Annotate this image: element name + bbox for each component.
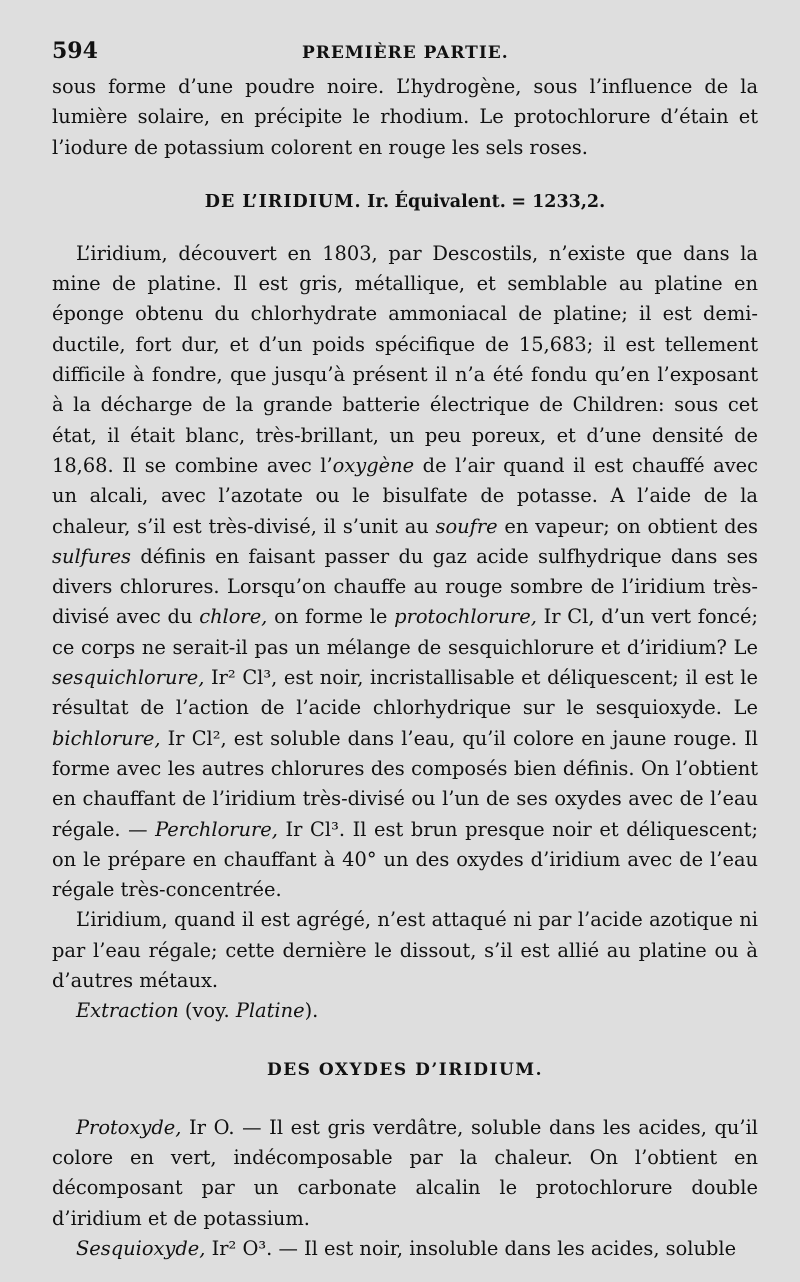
section-heading-oxydes: DES OXYDES D’IRIDIUM. <box>266 1059 544 1080</box>
term-protoxyde: Protoxyde, <box>76 1115 182 1139</box>
term-sulfures: sulfures <box>52 544 132 568</box>
equivalent-label: Équivalent. <box>394 191 506 212</box>
term-oxygene: oxygène <box>332 453 415 477</box>
term-sesquioxyde: Sesquioxyde, <box>76 1236 206 1260</box>
running-title: PREMIÈRE PARTIE. <box>302 43 509 63</box>
section-title: DE L’IRIDIUM. <box>204 191 362 212</box>
term-bichlorure: bichlorure, <box>52 726 161 750</box>
iridium-paragraph-1: L’iridium, découvert en 1803, par Descostils, n’existe que dans la mine de platine. Il est gris, métallique, et semblable au platine en éponge obtenu du chlorhydrate ammoniacal de platine; il est demi-ductile, fort dur, et d’un poids spécifique de 15,683; il est tellement difficile à fondre, que jusqu’à présent il n’a été fondu qu’en l’exposant à la décharge de la grande batterie électrique de Children: sous cet état, il était blanc, très-brillant, un peu poreux, et d’une densité de 18,68. Il se combine avec l’oxygène de l’air quand il est chauffé avec un alcali, avec l’azotate ou le bisulfate de potasse. A l’aide de la chaleur, s’il est très-divisé, il s’unit au soufre en vapeur; on obtient des sulfures définis en faisant passer du gaz acide sulfhydrique dans ses divers chlorures. Lorsqu’on chauffe au rouge sombre de l’iridium très-divisé avec du chlore, on forme le protochlorure, Ir Cl, d’un vert foncé; ce corps ne serait-il pas un mélange de sesquichlorure et d’iridium? Le sesquichlorure, Ir² Cl³, est noir, incristallisable et déliquescent; il est le résultat de l’action de l’acide chlorhydrique sur le sesquioxyde. Le bichlorure, Ir Cl², est soluble dans l’eau, qu’il colore en jaune rouge. Il forme avec les autres chlorures des composés bien définis. On l’obtient en chauffant de l’iridium très-divisé ou l’un de ses oxydes avec de l’eau régale. — Perchlorure, Ir Cl³. Il est brun presque noir et déliquescent; on le prépare en chauffant à 40° un des oxydes d’iridium avec de l’eau régale très-concentrée. <box>52 241 758 902</box>
intro-paragraph: sous forme d’une poudre noire. L’hydrogène, sous l’influence de la lumière solaire, en précipite le rhodium. Le protochlorure d’étain et l’iodure de potassium colorent en rouge les sels roses. <box>52 75 758 159</box>
term-soufre: soufre <box>435 514 498 538</box>
page-number: 594 <box>52 38 98 64</box>
element-symbol: Ir. <box>367 191 390 212</box>
term-protochlorure: protochlorure, <box>394 605 537 629</box>
oxydes-paragraph-1: Protoxyde, Ir O. — Il est gris verdâtre, soluble dans les acides, qu’il colore en vert, indécomposable par la chaleur. On l’obtient en décomposant par un carbonate alcalin le protochlorure double d’iridium et de potassium. <box>52 1115 758 1230</box>
term-platine: Platine <box>235 999 305 1023</box>
term-perchlorure: Perchlorure, <box>155 817 278 841</box>
section-heading-iridium <box>52 187 758 217</box>
term-extraction: Extraction <box>76 999 179 1023</box>
page-header <box>52 38 758 72</box>
iridium-paragraph-3: Extraction (voy. Platine). <box>76 999 319 1023</box>
equivalent-value: = 1233,2. <box>511 191 606 212</box>
oxydes-paragraph-2: Sesquioxyde, Ir² O³. — Il est noir, insoluble dans les acides, soluble <box>76 1236 737 1260</box>
iridium-paragraph-2: L’iridium, quand il est agrégé, n’est attaqué ni par l’acide azotique ni par l’eau régale; cette dernière le dissout, s’il est allié au platine ou à d’autres métaux. <box>52 908 758 993</box>
term-chlore: chlore, <box>199 605 268 629</box>
term-sesquichlorure: sesquichlorure, <box>52 666 205 690</box>
